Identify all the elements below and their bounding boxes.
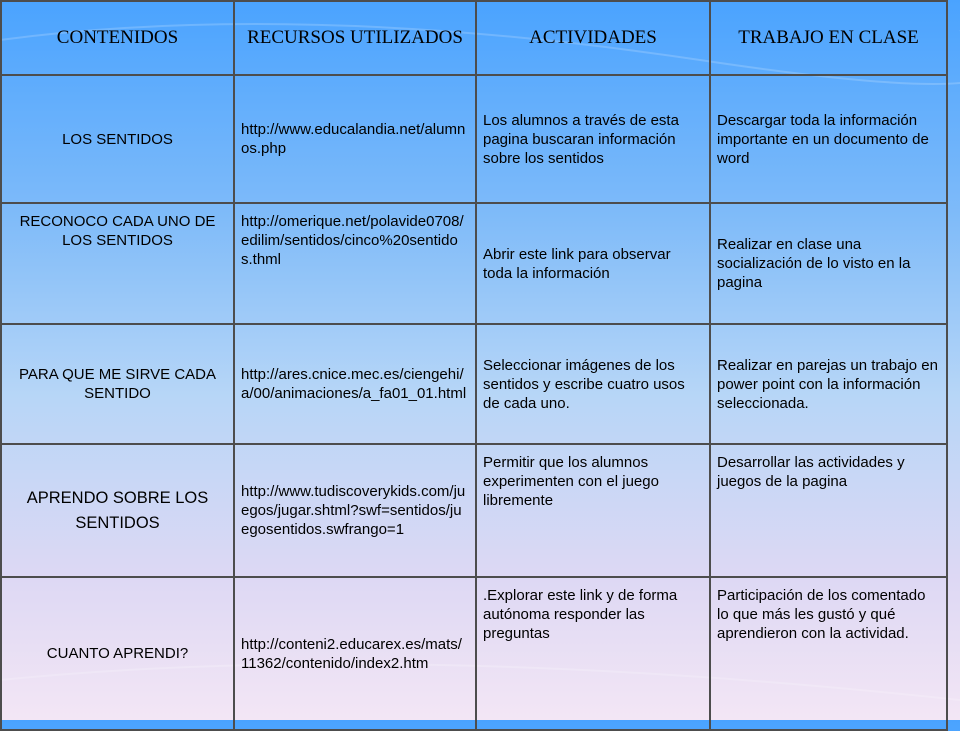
header-trabajo-en-clase: TRABAJO EN CLASE [710, 1, 947, 75]
cell-actividad: .Explorar este link y de forma autónoma responder las preguntas [476, 577, 710, 730]
cell-trabajo: Descargar toda la información importante en un documento de word [710, 75, 947, 203]
cell-recurso-link[interactable]: http://www.tudiscoverykids.com/juegos/jugar.shtml?swf=sentidos/juegosentidos.swfrango=1 [234, 444, 476, 577]
cell-actividad: Abrir este link para observar toda la información [476, 203, 710, 324]
cell-trabajo: Desarrollar las actividades y juegos de la pagina [710, 444, 947, 577]
cell-recurso-link[interactable]: http://omerique.net/polavide0708/edilim/sentidos/cinco%20sentidos.thml [234, 203, 476, 324]
table-row [1, 75, 947, 203]
cell-trabajo: Participación de los comentado lo que más les gustó y qué aprendieron con la actividad. [710, 577, 947, 730]
cell-trabajo: Realizar en clase una socialización de lo visto en la pagina [710, 203, 947, 324]
cell-contenido: RECONOCO CADA UNO DE LOS SENTIDOS [1, 203, 234, 324]
cell-contenido: CUANTO APRENDI? [1, 577, 234, 730]
table-row [1, 324, 947, 444]
cell-recurso-link[interactable]: http://ares.cnice.mec.es/ciengehi/a/00/animaciones/a_fa01_01.html [234, 324, 476, 444]
cell-actividad: Permitir que los alumnos experimenten con el juego libremente [476, 444, 710, 577]
cell-contenido: APRENDO SOBRE LOS SENTIDOS [1, 444, 234, 577]
cell-recurso-link[interactable]: http://conteni2.educarex.es/mats/11362/contenido/index2.htm [234, 577, 476, 730]
header-recursos-utilizados: RECURSOS UTILIZADOS [234, 1, 476, 75]
cell-recurso-link[interactable]: http://www.educalandia.net/alumnos.php [234, 75, 476, 203]
cell-contenido: LOS SENTIDOS [1, 75, 234, 203]
header-contenidos: CONTENIDOS [1, 1, 234, 75]
cell-contenido: PARA QUE ME SIRVE CADA SENTIDO [1, 324, 234, 444]
header-actividades: ACTIVIDADES [476, 1, 710, 75]
cell-actividad: Seleccionar imágenes de los sentidos y escribe cuatro usos de cada uno. [476, 324, 710, 444]
table-header-row [1, 1, 947, 75]
table-row [1, 577, 947, 730]
cell-trabajo: Realizar en parejas un trabajo en power point con la información seleccionada. [710, 324, 947, 444]
table-row [1, 444, 947, 577]
table-row [1, 203, 947, 324]
cell-actividad: Los alumnos a través de esta pagina buscaran información sobre los sentidos [476, 75, 710, 203]
